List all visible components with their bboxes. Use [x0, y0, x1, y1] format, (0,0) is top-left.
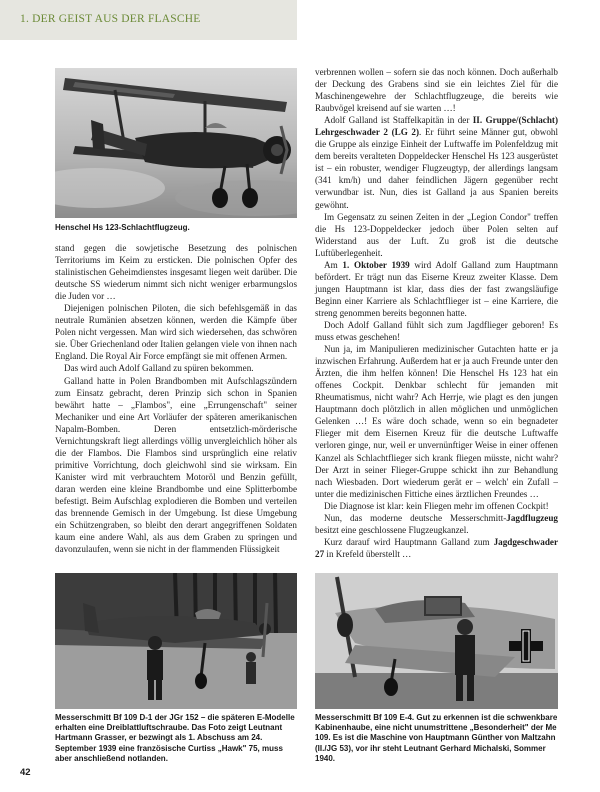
date-emphasis: 1. Oktober 1939 [342, 259, 410, 270]
henschel-photo [55, 68, 297, 218]
paragraph: Galland hatte in Polen Brandbomben mit Aufschlagszündern zum Einsatz gebracht, deren Prinzip sich schon in Spanien bewährt hatte – „Flambos", eine „Errungenschaft" seiner Mechaniker und eine Art Vorläufer der späteren amerikanischen Napalm-Bomben. Deren entsetzlich-mörderische Vernichtungskraft liegt allerdings völlig unvergleichlich höher als die der Flambos. Die Flambos sind ursprünglich eine relativ primitive Vorrichtung, doch gleichwohl sind sie wirksam. Ein Kanister wird mit verbrauchtem Motoröl und Benzin gefüllt, daran werden eine kleine Brandbombe und eine Splitterbombe befestigt. Beim Aufschlag explodieren die Bomben und verteilen das brennende Gemisch in der Umgebung. Ist diese Umgebung ein Schützengraben, so bleibt den derart angegriffenen Soldaten kaum eine andere Wahl, als aus dem Graben zu springen und davonzulaufen, wenn sie nicht in der flammenden Flüssigkeit [55, 375, 297, 555]
paragraph: Nun, das moderne deutsche Messerschmitt-Jagdflugzeug besitzt eine geschlossene Flugzeugkanzel. [315, 512, 558, 535]
aircraft-type-emphasis: Jagdflugzeug [506, 512, 558, 523]
paragraph: Das wird auch Adolf Galland zu spüren bekommen. [64, 363, 254, 374]
chapter-title: 1. DER GEIST AUS DER FLASCHE [20, 13, 201, 25]
paragraph: Adolf Galland ist Staffelkapitän in der II. Gruppe/(Schlacht) Lehrgeschwader 2 (LG 2). Er führt seine Männer gut, obwohl die Gruppe als einzige Einheit der Luftwaffe im Polenfeldzug mit dem bereits veralteten Doppeldecker Henschel Hs 123 ausgerüstet ist – ein robuster, wendiger Flugzeugtyp, der allerdings langsam (341 km/h) und daher feindlichen Jägern gegenüber recht verwundbar ist. Nun, dies ist Galland ja aus Spanien bereits gewöhnt. [315, 115, 558, 210]
bf109-d1-caption: Messerschmitt Bf 109 D-1 der JGr 152 – die späteren E-Modelle erhalten eine Dreiblattluftschraube. Das Foto zeigt Leutnant Hartmann Grasser, er bezwingt als 1. Abschuss am 24. September 1939 eine französische Curtiss „Hawk" 75, muss aber anschließend notlanden. [55, 713, 295, 763]
page-number: 42 [20, 767, 31, 778]
fighter-photo-icon [315, 573, 558, 709]
biplane-photo-icon [55, 68, 297, 218]
paragraph: verbrennen wollen – sofern sie das noch können. Doch außerhalb der Deckung des Grabens sind sie ein leichtes Ziel für die Maschinengewehre der Schlachtflugzeuge, die bereits wie Raubvögel kreisend auf sie warten …! [315, 67, 558, 114]
bf109-e4-photo [315, 573, 558, 709]
paragraph: Diejenigen polnischen Piloten, die sich befehlsgemäß in das neutrale Rumänien absetzen können, werden die Kämpfe über Polen nicht vergessen. Man wird sich wiedersehen, das schwören sie. Über Griechenland oder Italien gelangen viele von ihnen nach England. Die Royal Air Force empfängt sie mit offenen Armen. [55, 303, 297, 362]
left-text-column [55, 242, 297, 555]
unit-emphasis: Jagdgeschwader 27 [315, 536, 558, 559]
chapter-header-band [0, 0, 297, 40]
paragraph: Nun ja, im Manipulieren medizinischer Gutachten hatte er ja inzwischen Erfahrung. Außerdem hat er ja auch Freunde unter den Ärzten, die ihm helfen können! Die Henschel Hs 123 hat ein offenes Cockpit. Denkbar schlecht für jemanden mit Rheumatismus, nicht wahr? Ach Herrje, wie plagt es den jungen Hauptmann doch plötzlich in allen möglichen und unmöglichen Gelenken …! Es wäre doch schade, wenn so ein begnadeter Flieger mit dem Eisernen Kreuz für die deutsche Luftwaffe verloren ginge, nur, weil er unvernünftiger Weise in einer offenen Kanzel als Schlachtflieger sich krank fliegen müsste, nicht wahr? Der Arzt in seiner Flieger-Gruppe schickt ihn zur Behandlung nach Wiesbaden. Dort wiederum gerät er – welch' ein Zufall – unter die medizinischen Fittiche eines ärztlichen Freundes … [315, 344, 558, 499]
right-text-column [315, 66, 558, 560]
unit-name: II. Gruppe/(Schlacht) Lehrgeschwader 2 (LG 2) [315, 115, 558, 138]
paragraph: Im Gegensatz zu seinen Zeiten in der „Legion Condor" treffen die Hs 123-Doppeldecker jedoch über Polen selten auf Widerstand aus der Luft. Zu groß ist die deutsche Luftüberlegenheit. [315, 211, 558, 258]
paragraph: stand gegen die sowjetische Besetzung des polnischen Territoriums im Keim zu ersticken. Die polnischen Opfer des stalinistischen Geheimdienstes insgesamt liegen weit darüber. Die deutsche SS wiederum nimmt sich nicht weniger erbarmungslos die Juden vor … [55, 243, 297, 302]
paragraph: Doch Adolf Galland fühlt sich zum Jagdflieger geboren! Es muss etwas geschehen! [315, 319, 558, 343]
fighter-photo-icon [55, 573, 297, 709]
paragraph: Die Diagnose ist klar: kein Fliegen mehr im offenen Cockpit! [324, 500, 549, 511]
henschel-caption: Henschel Hs 123-Schlachtflugzeug. [55, 223, 190, 232]
paragraph: Am 1. Oktober 1939 wird Adolf Galland zum Hauptmann befördert. Er trägt nun das Eiserne Kreuz zweiter Klasse. Dem jungen Hauptmann ist klar, dass dies der fast zwangsläufige Beginn einer Karriere als Schlachtflieger ist – eine Karriere, die streng genommen bereits begonnen hatte. [315, 259, 558, 318]
bf109-d1-photo [55, 573, 297, 709]
bf109-e4-caption: Messerschmitt Bf 109 E-4. Gut zu erkennen ist die schwenkbare Kabinenhaube, eine nicht unumstrittene „Besonderheit" der Me 109. Es ist die Maschine von Hauptmann Günther von Maltzahn (II./JG 53), vor ihr steht Leutnant Gerhard Michalski, Sommer 1940. [315, 713, 558, 763]
paragraph: Kurz darauf wird Hauptmann Galland zum Jagdgeschwader 27 in Krefeld überstellt … [315, 536, 558, 559]
